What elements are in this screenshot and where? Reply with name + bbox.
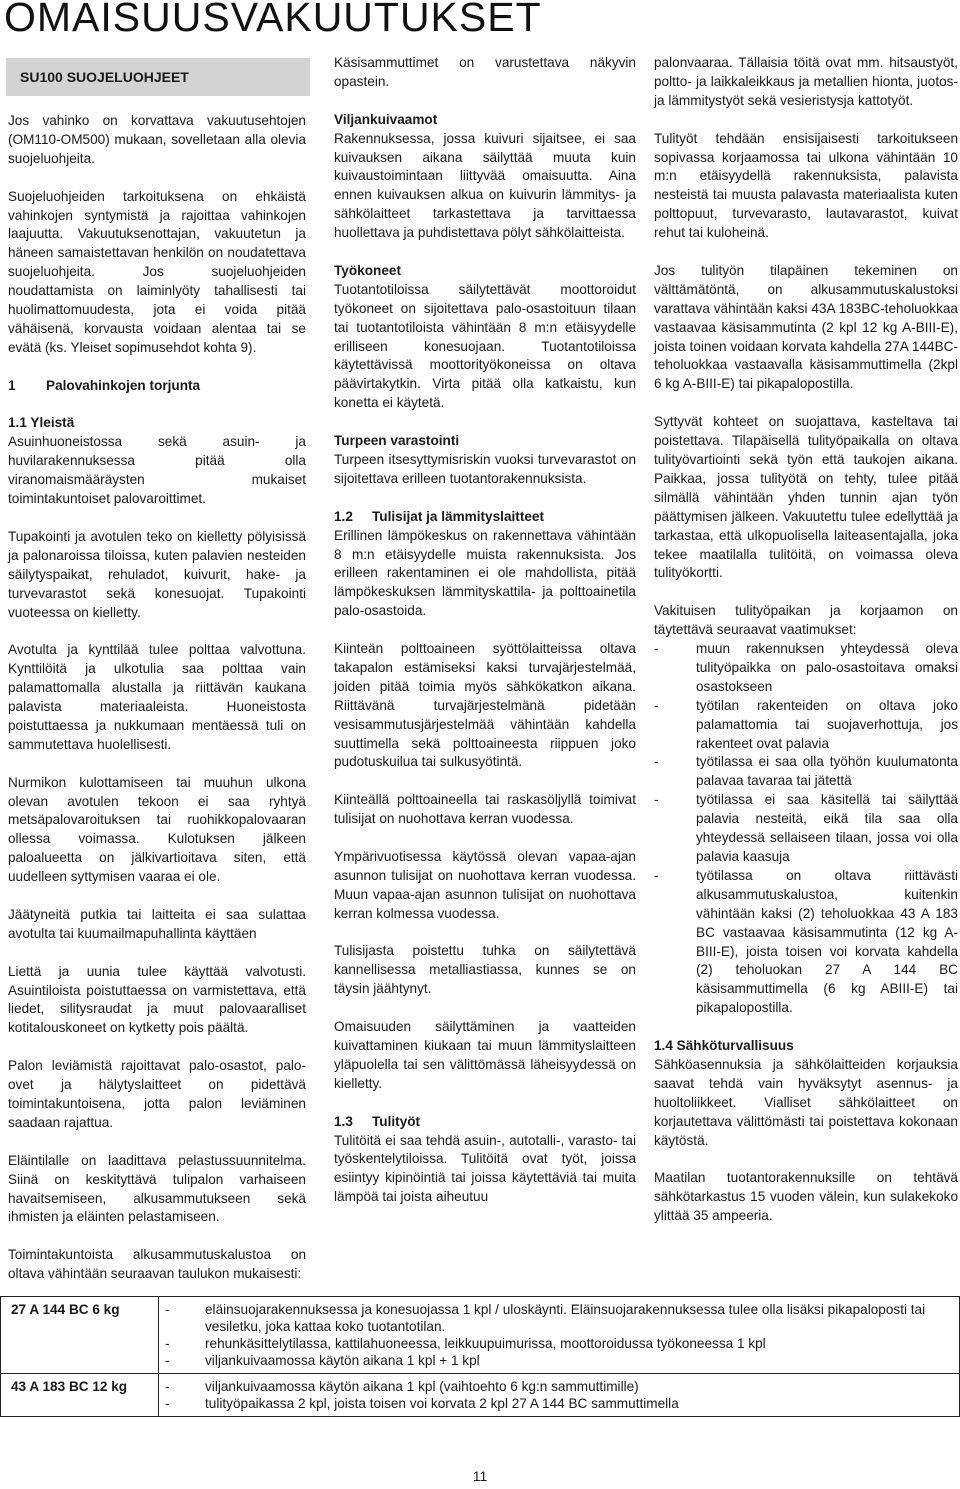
paragraph: Ympärivuotisessa käytössä olevan vapaa-ajan asunnon tulisijat on nuohottava kerran vuodessa. Muun vapaa-ajan asunnon tulisijat on nuohottava kerran kolmessa vuodessa.	[334, 848, 636, 921]
section-title: Palovahinkojen torjunta	[46, 377, 201, 393]
paragraph: Nurmikon kulottamiseen tai muuhun ulkona olevan avotulen tekoon ei saa ryhtyä metsäpalovaroituksen tai ruohikkopalovaaran ollessa voimassa. Kulotuksen jälkeen paloalueetta on jälkivartioitava siten, että uudelleen syttymisen vaaraa ei ole.	[8, 774, 306, 885]
subheading: Työkoneet	[334, 262, 401, 278]
dash: -	[165, 1396, 170, 1411]
paragraph: Erillinen lämpökeskus on rakennettava vähintään 8 m:n etäisyydelle muista rakennuksista. Jos erilleen rakentaminen ei ole mahdollista, pitää lämpökeskuksen lämmityskattila- ja polttoainetila palo-osastoida.	[334, 527, 636, 619]
paragraph: Turpeen itsesyttymisriskin vuoksi turvevarastot on sijoitettava erilleen tuotantorakennuksista.	[334, 451, 636, 486]
paragraph: Tuotantotiloissa säilytettävät moottoroidut työkoneet on sijoitettava palo-osastoituun tilaan tai tuotantotiloista vähintään 8 m:n etäisyydelle erilliseen konesuojaan. Tuotantotiloissa käytettävissä moottorityökoneissa on oltava päävirtakytkin. Virta pitää olla katkaistu, kun konetta ei käytetä.	[334, 281, 636, 411]
paragraph: Jäätyneitä putkia tai laitteita ei saa sulattaa avotulta tai kuumailmapuhallinta käyttäen	[8, 906, 306, 941]
paragraph: Kiinteän polttoaineen syöttölaitteissa oltava takapalon estämiseksi kaksi turvajärjestelmää, joiden pitää toimia myös sähkökatkon aikana. Riittävänä turvajärjestelmänä pidetään vesisammutusjärjestelmää vähintään kahdella suuttimella sekä polttoaineesta riippuen joko pudotuskuilua tai sulkusyötintä.	[334, 641, 636, 770]
dash: -	[165, 1379, 170, 1394]
subsection-heading: 1.1 Yleistä	[8, 415, 75, 431]
item-text: tulityöpaikassa 2 kpl, joista toisen voi korvata 2 kpl 27 A 144 BC sammuttimella	[205, 1396, 679, 1411]
list-item	[165, 1395, 953, 1412]
paragraph: Suojeluohjeiden tarkoituksena on ehkäistä vahinkojen syntymistä ja rajoittaa vahinkojen laajuutta. Vakuutuksenottajan, vakuutetun ja häneen samaistettavan henkilön on noudatettava suojeluohjeita. Jos suojeluohjeiden noudattamista on laiminlyöty tahallisesti tai huolimattomuudesta, jota ei voida pitää vähäisenä, korvausta voidaan alentaa tai se evätä (ks. Yleiset sopimusehdot kohta 9).	[8, 188, 306, 355]
extinguisher-table	[0, 1296, 960, 1417]
paragraph: Sähköasennuksia ja sähkölaitteiden korjauksia saavat tehdä vain hyväksytyt asennus- ja huoltoliikkeet. Vialliset sähkölaitteet on korjautettava välittömästi tai poistettava kokonaan käytöstä.	[654, 1056, 958, 1148]
dash: -	[165, 1353, 170, 1368]
section-number: 1.2	[334, 508, 353, 524]
paragraph: Syttyvät kohteet on suojattava, kasteltava tai poistettava. Tilapäisellä tulityöpaikalla on oltava tulityövartiointi sekä työn että taukojen aikana. Paikkaa, jossa tulityötä on tehty, tulee pitää silmällä vähintään yhden tunnin ajan työn päättymisen jälkeen. Vakuutettu tulee edellyttää ja tarkastaa, että ulkopuolisella laiteasentajalla, joka tekee maatilalla tulitöitä, on voimassa oleva tulityökortti.	[654, 414, 958, 581]
section-heading-1	[8, 377, 306, 396]
list-item: - työtilan rakenteiden on oltava joko palamattomia tai suojaverhottuja, jos rakenteet ovat palavia	[654, 697, 958, 754]
list-item: - työtilassa on oltava riittävästi alkusammutuskalustoa, kuitenkin vähintään kaksi (2) teholuokkaa 43 A 183 BC vastaavaa käsisammutinta (12 kg A-BIII-E), joista toisen voi korvata kahdella (2) teholuokan 27 A 144 BC käsisammuttimella (6 kg ABIII-E) tai pikapalopostilla.	[654, 867, 958, 1018]
paragraph: Tulitöitä ei saa tehdä asuin-, autotalli-, varasto- tai työskentelytiloissa. Tulitöitä ovat työt, joissa esiintyy kipinöintiä tai joissa käytettäviä tai muita lämpöä tai joista aiheutuu	[334, 1132, 636, 1205]
paragraph: palonvaaraa. Tällaisia töitä ovat mm. hitsaustyöt, poltto- ja laikkaleikkaus ja metallien hionta, juotos- ja lämmitystyöt sekä vesieristysja kattotyöt.	[654, 55, 958, 108]
paragraph: Jos tulityön tilapäinen tekeminen on välttämätöntä, on alkusammutuskalustoksi varattava vähintään kaksi 43A 183BC-teholuokkaa vastaavaa käsisammutinta (2 kpl 12 kg A-BIII-E), joista toinen voidaan korvata kahdella 27A 144BC-teholuokkaa vastaavalla käsisammuttimella (2kpl 6 kg A-BIII-E) tai pikapalopostilla.	[654, 262, 958, 392]
table-row	[1, 1297, 960, 1374]
section-number: 1	[8, 377, 16, 393]
column-1	[8, 54, 306, 1303]
item-text: rehunkäsittelytilassa, kattilahuoneessa, leikkuupuimurissa, moottoroidussa työkoneessa 1 kpl	[205, 1336, 766, 1351]
paragraph: Avotulta ja kynttilää tulee polttaa valvottuna. Kynttilöitä ja ulkotulia saa polttaa vain palamattomalla alustalla ja riittävän kaukana palavista materiaaleista. Huoneistosta poistuttaessa ja nukkumaan mentäessä tuli on sammutettava huolellisesti.	[8, 642, 306, 752]
table-row-items	[159, 1374, 960, 1417]
paragraph: Omaisuuden säilyttäminen ja vaatteiden kuivattaminen kiukaan tai muun lämmityslaitteen yläpuolella tai sen välittömässä läheisyydessä on kielletty.	[334, 1019, 636, 1091]
item-text: viljankuivaamossa käytön aikana 1 kpl (vaihtoehto 6 kg:n sammuttimille)	[205, 1379, 639, 1394]
requirements-list	[654, 640, 958, 1018]
column-2	[334, 54, 636, 1226]
paragraph: Tulisijasta poistettu tuhka on säilytettävä kannellisessa metalliastiassa, kunnes se on täysin jäähtynyt.	[334, 943, 636, 997]
list-item	[165, 1352, 953, 1369]
section-title: Tulisijat ja lämmityslaitteet	[372, 508, 544, 524]
table-row-items	[159, 1297, 960, 1374]
paragraph: Asuinhuoneistossa sekä asuin- ja huvilarakennuksessa pitää olla viranomaismääräysten mukaiset toimintakuntoiset palovaroittimet.	[8, 434, 306, 507]
paragraph: Vakituisen tulityöpaikan ja korjaamon on täytettävä seuraavat vaatimukset:	[654, 603, 958, 638]
list-item: - työtilassa ei saa olla työhön kuulumatonta palavaa tavaraa tai jätettä	[654, 753, 958, 791]
list-item: - työtilassa ei saa käsitellä tai säilyttää palavia nesteitä, eikä tila saa olla yhteydessä sellaiseen tilaan, jossa voi olla palavia kaasuja	[654, 791, 958, 867]
item-text: eläinsuojarakennuksessa ja konesuojassa 1 kpl / uloskäynti. Eläinsuojarakennuksessa tulee olla lisäksi pikapaloposti tai vesiletku, joka kattaa koko tuotantotilan.	[205, 1302, 926, 1334]
list-item: - muun rakennuksen yhteydessä oleva tulityöpaikka on palo-osastoitava omaksi osastokseen	[654, 640, 958, 697]
subheading: Turpeen varastointi	[334, 433, 460, 449]
paragraph: Palon leviämistä rajoittavat palo-osastot, palo-ovet ja hälytyslaitteet on pidettävä toimintakuntoisena, jotta palon leviäminen saadaan rajattua.	[8, 1058, 306, 1130]
section-title: Tulityöt	[372, 1113, 421, 1129]
column-3	[654, 54, 958, 1245]
paragraph: Rakennuksessa, jossa kuivuri sijaitsee, ei saa kuivauksen aikana säilyttää muuta kuin kuivaustoimintaan liittyvää omaisuutta. Aina ennen kuivauksen alkua on kuivurin lämmitys- ja sähkölaitteet tarkastettava ja tarvittaessa huollettava ja puhdistettava pölyt sähkölaitteista.	[334, 130, 636, 241]
page-title: OMAISUUSVAKUUTUKSET	[4, 0, 542, 40]
paragraph: Tupakointi ja avotulen teko on kielletty pölyisissä ja palonaroissa tiloissa, kuten palavien nesteiden säilytyspaikat, rehuladot, kuivurit, hake- ja turvevarastot sekä konesuojat. Tupakointi vuoteessa on kielletty.	[8, 528, 306, 620]
page-number: 11	[472, 1468, 488, 1484]
paragraph: Tulityöt tehdään ensisijaisesti tarkoitukseen sopivassa korjaamossa tai ulkona vähintään 10 m:n etäisyydellä rakennuksista, palavista nesteistä tai muusta palavasta materiaalista kuten polttopuut, turvevarasto, lautavarastot, kuivat rehut tai kuloheinä.	[654, 130, 958, 241]
paragraph: Eläintilalle on laadittava pelastussuunnitelma. Siinä on keskityttävä tulipalon varhaiseen havaitsemiseen, alkusammutukseen sekä ihmisten ja eläinten pelastamiseen.	[8, 1152, 306, 1225]
table-row	[1, 1374, 960, 1417]
section-heading-1-3	[334, 1113, 636, 1132]
dash: -	[165, 1336, 170, 1351]
paragraph: Toimintakuntoista alkusammutuskalustoa on oltava vähintään seuraavan taulukon mukaisesti:	[8, 1247, 306, 1282]
paragraph: Maatilan tuotantorakennuksille on tehtävä sähkötarkastus 15 vuoden välein, kun sulakekoko ylittää 35 ampeeria.	[654, 1170, 958, 1224]
table-row-label: 43 A 183 BC 12 kg	[1, 1374, 159, 1417]
list-item	[165, 1301, 953, 1335]
item-text: viljankuivaamossa käytön aikana 1 kpl + 1 kpl	[205, 1353, 480, 1368]
table-row-label: 27 A 144 BC 6 kg	[1, 1297, 159, 1374]
paragraph: Käsisammuttimet on varustettava näkyvin opastein.	[334, 55, 636, 89]
paragraph: Kiinteällä polttoaineella tai raskasöljyllä toimivat tulisijat on nuohottava kerran vuodessa.	[334, 792, 636, 827]
paragraph: Jos vahinko on korvattava vakuutusehtojen (OM110-OM500) mukaan, sovelletaan alla olevia suojeluohjeita.	[8, 113, 306, 166]
subsection-heading: 1.4 Sähköturvallisuus	[654, 1038, 794, 1054]
list-item	[165, 1335, 953, 1352]
subheading: Viljankuivaamot	[334, 111, 438, 127]
paragraph: Liettä ja uunia tulee käyttää valvotusti. Asuintiloista poistuttaessa on varmistettava, että liedet, silitysraudat ja muut palovaaralliset kotitalouskoneet on kytketty pois päältä.	[8, 963, 306, 1036]
section-number: 1.3	[334, 1113, 353, 1129]
list-item	[165, 1378, 953, 1395]
dash: -	[165, 1302, 170, 1317]
section-banner: SU100 SUOJELUOHJEET	[6, 58, 310, 96]
section-heading-1-2	[334, 508, 636, 527]
